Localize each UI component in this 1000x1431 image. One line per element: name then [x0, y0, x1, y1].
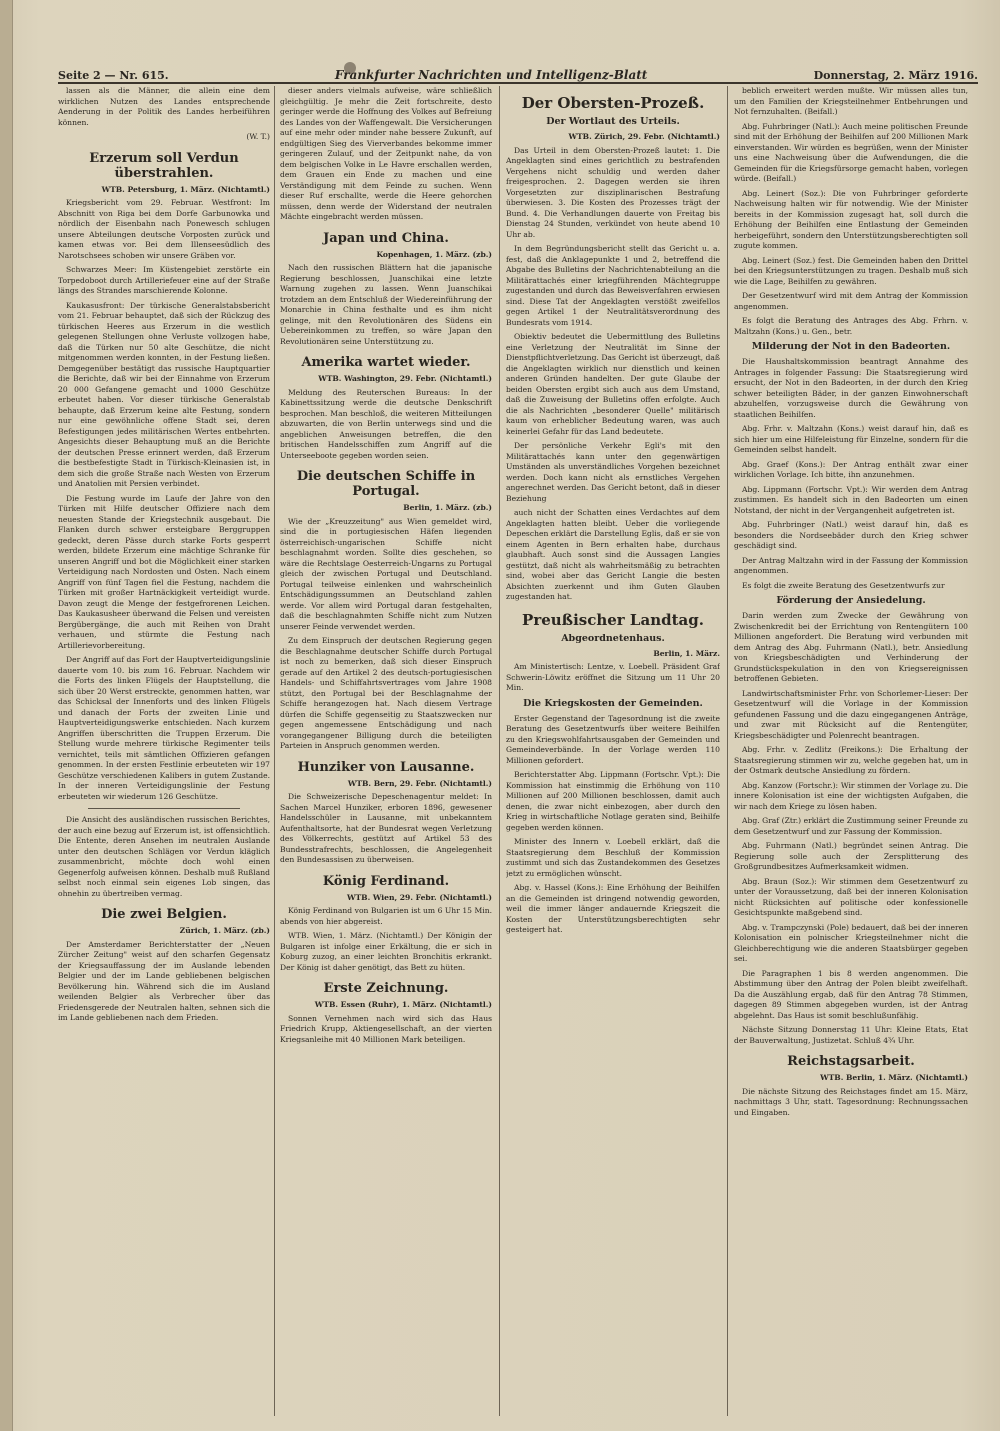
article-text: Am Ministertisch: Lentze, v. Loebell. Präsident Graf Schwerin-Löwitz eröffnet die Sitzung um 11 Uhr 20 Min. [506, 662, 720, 692]
article-text: Die Paragraphen 1 bis 8 werden angenommen. Die Abstimmung über den Antrag der Polen bleibt zweifelhaft. Da die Auszählung ergab, daß für den Antrag 78 Stimmen, dagegen 89 Stimmen abgegeben wurden, ist der Antrag abgelehnt. Das Haus ist somit beschlußunfähig. [734, 968, 968, 1020]
headline-koenig-ferdinand: König Ferdinand. [322, 873, 450, 889]
subheadline: Der Wortlaut des Urteils. [546, 116, 680, 127]
article-text: beblich erweitert werden mußte. Wir müssen alles tun, um den Familien der Kriegsteilnehmer Entbehrungen und Not fernzuhalten. (Beifall.) [734, 86, 968, 116]
subheadline-ansiedelung: Förderung der Ansiedelung. [776, 595, 926, 606]
dateline: WTB. Wien, 29. Febr. (Nichtamtl.) [346, 892, 492, 902]
headline-landtag: Preußischer Landtag. [522, 610, 704, 629]
header-date: Donnerstag, 2. März 1916. [813, 69, 978, 82]
dateline: WTB. Essen (Ruhr), 1. März. (Nichtamtl.) [314, 1000, 492, 1009]
article-text: Die nächste Sitzung des Reichstages findet am 15. März, nachmittags 3 Uhr, statt. Tagesordnung: Rechnungssachen und Eingaben. [734, 1086, 968, 1117]
column-rule-2 [499, 86, 500, 1416]
dateline: WTB. Bern, 29. Febr. (Nichtamtl.) [347, 778, 492, 788]
article-text: Abg. Kanzow (Fortschr.): Wir stimmen der Vorlage zu. Die innere Kolonisation ist eine der wichtigsten Aufgaben, die wir nach dem Kriege zu lösen haben. [734, 780, 968, 811]
adjacent-page-edge [0, 0, 13, 1431]
dateline: WTB. Washington, 29. Febr. (Nichtamtl.) [318, 374, 492, 383]
article-text: Abg. Frhr. v. Maltzahn (Kons.) weist darauf hin, daß es sich hier um eine Hilfeleistung für Einzelne, sondern für die Gemeinden selbst handelt. [734, 424, 968, 454]
article-text: Erster Gegenstand der Tagesordnung ist die zweite Beratung des Gesetzentwurfs über weitere Beihilfen zu den Kriegswohlfahrtsausgaben der Gemeinden und Gemeindeverbände. In der Vorlage werden 110 Millionen gefordert. [506, 713, 720, 765]
article-text: Abg. Fuhrbringer (Natl.) weist darauf hin, daß es besonders die Nordseebäder durch den Krieg schwer geschädigt sind. [734, 520, 968, 550]
article-text: Der Amsterdamer Berichterstatter der „Neuen Zürcher Zeitung" weist auf den scharfen Gegensatz der Kriegsauffassung der im Auslande lebenden Belgier und der im Lande gebliebenen belgischen Bevölkerung hin. Während sich die im Ausland weilenden Belgier als Verbrecher über das Friedensgerede der Neutralen halten, sehnen sich die im Lande gebliebenen nach dem Frieden. [58, 939, 270, 1022]
dateline: WTB. Berlin, 1. März. (Nichtamtl.) [820, 1073, 968, 1082]
headline-zwei-belgien: Die zwei Belgien. [101, 907, 227, 922]
headline-erste-zeichnung: Erste Zeichnung. [323, 981, 449, 996]
column-2 [280, 86, 492, 1416]
divider [88, 808, 240, 809]
article-text: WTB. Wien, 1. März. (Nichtamtl.) Der Königin der Bulgaren ist infolge einer Erkältung, die er sich in Koburg zuzog, an einer leichten Bronchitis erkrankt. Der König ist daher genötigt, das Bett zu hüten. [280, 931, 492, 972]
article-text: lassen als die Männer, die allein eine dem wirklichen Nutzen des Landes entsprechende Aenderung in der Politik des Landes herbeiführen können. [58, 86, 270, 127]
article-text: Es folgt die zweite Beratung des Gesetzentwurfs zur [742, 580, 945, 590]
page-header [58, 60, 978, 84]
dateline: Berlin, 1. März. [653, 648, 720, 658]
subheadline: Die Kriegskosten der Gemeinden. [523, 697, 703, 709]
dateline: Kopenhagen, 1. März. (zb.) [376, 249, 492, 259]
headline-obersten-prozess: Der Obersten-Prozeß. [521, 94, 705, 112]
article-text: Abg. v. Hassel (Kons.): Eine Erhöhung der Beihilfen an die Gemeinden ist dringend notwendig geworden, weil die immer länger andauernde Kriegszeit die Kosten der Unterstützungsberechtigten sehr gesteigert hat. [506, 883, 720, 934]
article-text: auch nicht der Schatten eines Verdachtes auf dem Angeklagten hatten bleibt. Ueber die vorliegende Depeschen erklärt die Darstellung Eglis, daß er sie von einem Agenten in Bern erhalten habe, durchaus glaubhaft. Auch sonst sind die Aussagen Langies gestützt, daß nicht als wahrheitsmäßig zu betrachten sind, wobei aber das Gericht Langie die besten Absichten zuerkennt und ihm Guten Glauben zugestanden hat. [506, 508, 720, 601]
column-rule-1 [274, 86, 275, 1416]
article-text: dieser anders vielmals aufweise, wäre schließlich gleichgültig. Je mehr die Zeit fortschreite, desto geringer werde die Hoffnung des Volkes auf Befreiung des Landes von der Waffengewalt. Die Versicherungen auf eine mehr oder minder nahe bessere Zukunft, auf endgültigen Sieg des Vierverbandes bekomme immer geringeren Zulauf, und der Zeitpunkt nahe, da von dem belgischen Volke in Le Havre erschallen werden, dem Grauen ein Ende zu machen und eine Verständigung mit dem Feinde zu suchen. Wenn dieser Ruf erschallte, werde die Heere gehorchen müssen, denn werde der Widerstand der neutralen Mächte eingebracht werden müssen. [280, 86, 492, 221]
dateline: Zürich, 1. März. (zb.) [179, 926, 270, 935]
article-text: Der Antrag Maltzahn wird in der Fassung der Kommission angenommen. [734, 555, 968, 575]
article-text: Abg. Leinert (Soz.) fest. Die Gemeinden haben den Drittel bei den Kriegsunterstützungen zu tragen. Deshalb muß sich wie die Lage, Beihilfen zu gewähren. [734, 255, 968, 286]
article-text: Abg. Fuhrmann (Natl.) begründet seinen Antrag. Die Regierung solle auch der Zersplitterung des Großgrundbesitzes Aufmerksamkeit widmen. [734, 841, 968, 871]
article-text: Obiektiv bedeutet die Uebermittlung des Bulletins eine Verletzung der Neutralität im Sinne der Dienstpflichtverletzung. Das Gericht ist überzeugt, daß die Angeklagten wirklich nur dienstlich und keinen anderen Gründen handelten. Der gute Glaube der beiden Obersten ergibt sich auch aus dem Umstand, daß die Zuweisung der Bulletins offen erfolgte. Auch die als Nachrichten „besonderer Quelle" militärisch kaum von erheblicher Bedeutung waren, was auch keinerlei Gefahr für das Land bedeutete. [506, 332, 720, 436]
article-text: Landwirtschaftsminister Frhr. von Schorlemer-Lieser: Der Gesetzentwurf will die Vorlage in der Kommission gefundenen Fassung und die dazu eingegangenen Anträge, und zwar mit Rücksicht auf die Rentengüter, Kriegsbeschädigter und Polenrecht beantragen. [734, 688, 968, 740]
article-text: Kaukasusfront: Der türkische Generalstabsbericht vom 21. Februar behauptet, daß sich der Rückzug des türkischen Heeres aus Erzerum in die westlich gelegenen Stellungen ohne Verluste vollzogen habe, daß die Türken nur 50 alte Geschütze, die nicht mitgenommen werden konnten, in der Festung ließen. Demgegenüber bestätigt das russische Hauptquartier die Berichte, daß wir bei der Einnahme von Erzerum 20 000 Gefangene gemacht und 1000 Geschütze erbeutet haben. Vor dieser türkische Generalstab behaupte, daß Erzerum keine alte Festung, sondern nur eine gewöhnliche offene Stadt sei, deren Befestigungen jedes militärischen Wertes entbehrten. Angesichts dieser Behauptung muß an die Berichte der deutschen Presse erinnert werden, daß Erzerum die bestbefestigte Stadt in Türkisch-Kleinasien ist, in dem sich die große Straße nach Westen von Erzerum und Anatolien mit Persien verbindet. [58, 300, 270, 488]
dateline: WTB. Petersburg, 1. März. (Nichtamtl.) [101, 184, 270, 194]
header-masthead: Frankfurter Nachrichten und Intelligenz-Blatt [334, 68, 648, 82]
headline-reichstagsarbeit: Reichstagsarbeit. [787, 1054, 915, 1069]
dateline: WTB. Zürich, 29. Febr. (Nichtamtl.) [568, 132, 720, 141]
article-text: Sonnen Vernehmen nach wird sich das Haus Friedrich Krupp, Aktiengesellschaft, an der vierten Kriegsanleihe mit 40 Millionen Mark beteiligen. [280, 1013, 492, 1044]
article-text: Der Gesetzentwurf wird mit dem Antrag der Kommission angenommen. [734, 291, 968, 311]
article-text: Abg. Braun (Soz.): Wir stimmen dem Gesetzentwurf zu unter der Voraussetzung, daß bei der inneren Kolonisation nicht Rücksichten auf politische oder konfessionelle Gesichtspunkte maßgebend sind. [734, 876, 968, 917]
article-text: Der persönliche Verkehr Egli's mit den Militärattachés kann unter den gegenwärtigen Umständen als unverständliches Vorgehen bezeichnet werden. Doch kann nicht als ernstliches Vergehen angerechnet werden. Das Gericht betont, daß in dieser Beziehung [506, 441, 720, 503]
column-1 [58, 86, 270, 1416]
article-text: Nächste Sitzung Donnerstag 11 Uhr: Kleine Etats, Etat der Bauverwaltung, Justizetat. Schluß 4¾ Uhr. [734, 1025, 968, 1045]
column-4 [734, 86, 968, 1416]
header-page-number: Seite 2 — Nr. 615. [58, 69, 169, 82]
article-text: Der Angriff auf das Fort der Hauptverteidigungslinie dauerte vom 10. bis zum 16. Februar. Nachdem wir die Forts des linken Flügels der Hauptstellung, die sich über 20 Werst erstreckte, genommen hatten, war das Schicksal der Innenforts und des linken Flügels und danach der Forts der zweiten Linie und Hauptverteidigungswerke entschieden. Nach kurzem Angriffen überschritten die Truppen Erzerum. Die Stellung wurde mehrere türkische Regimenter teils vernichtet, teils mit sämtlichen Offizieren gefangen genommen. In der ersten Festlinie erbeuteten wir 197 Geschütze verschiedenen Kalibers in gutem Zustande. In der inneren Verteidigungslinie der Festung erbeuteten wir wiederum 126 Geschütze. [58, 655, 270, 801]
article-text: Wie der „Kreuzzeitung" aus Wien gemeldet wird, sind die in portugiesischen Häfen liegenden österreichisch-ungarischen Schiffe nicht beschlagnahmt worden. Sollte dies geschehen, so wäre die Rechtslage Oesterreich-Ungarns zu Portugal gleich der zwischen Portugal und Deutschland. Portugal teilweise einlenken und wahrscheinlich Entschädigungssummen an Deutschland zahlen werde. Vor allem wird Portugal daran festgehalten, daß die beschlagnahmten Schiffe nicht zum Nutzen unserer Feinde verwendet werden. [280, 516, 492, 631]
article-text: Zu dem Einspruch der deutschen Regierung gegen die Beschlagnahme deutscher Schiffe durch Portugal ist noch zu bemerken, daß sich dieser Einspruch gerade auf den Artikel 2 des deutsch-portugiesischen Handels- und Schiffahrtsvertrages vom Jahre 1908 stützt, den Portugal bei der Beschlagnahme der Schiffe herangezogen hat. Nach diesem Vertrage dürfen die Schiffe gegenseitig zu Staatszwecken nur gegen angemessene Entschädigung und nach vorangegangener Billigung durch die beteiligten Parteien in Anspruch genommen werden. [280, 636, 492, 750]
article-text: Abg. v. Trampczynski (Pole) bedauert, daß bei der inneren Kolonisation ein polnischer Kriegsteilnehmer nicht die Gleichberechtigung wie die anderen Staatsbürger gegeben sei. [734, 922, 968, 963]
article-text: Abg. Graef (Kons.): Der Antrag enthält zwar einer wirklichen Vorlage. Ich bitte, ihn anzunehmen. [734, 459, 968, 479]
dateline: Berlin, 1. März. (zb.) [403, 503, 492, 512]
headline-portugal: Die deutschen Schiffe in Portugal. [296, 469, 476, 499]
article-text: Abg. Lippmann (Fortschr. Vpt.): Wir werden dem Antrag zustimmen. Es handelt sich in den Badeorten um einen Notstand, der nicht in der Vergangenheit aufgetreten ist. [734, 484, 968, 515]
article-text: Nach den russischen Blättern hat die japanische Regierung beschlossen, Juanschikai eine letzte Warnung zugehen zu lassen. Wenn Juanschikai trotzdem an dem Entschluß der Wiedereinführung der Monarchie in China festhalte und es ihm nicht gelinge, mit den Revolutionären des Südens ein Uebereinkommen zu treffen, so wäre Japan den Revolutionären seine Unterstützung zu. [280, 263, 492, 346]
article-text: Abg. Fuhrbringer (Natl.): Auch meine politischen Freunde sind mit der Erhöhung der Beihilfen auf 200 Millionen Mark einverstanden. Wir würden es begrüßen, wenn der Minister uns eine Nachweisung über die Aufwendungen, die die Gemeinden für die Kriegsfürsorge gemacht haben, vorlegen würde. (Beifall.) [734, 121, 968, 183]
subheadline: Abgeordnetenhaus. [561, 632, 665, 644]
column-rule-3 [727, 86, 728, 1416]
article-text: Abg. Leinert (Soz.): Die von Fuhrbringer geforderte Nachweisung halten wir für notwendig. Wie der Minister bereits in der Kommission zugesagt hat, soll durch die Erhöhung der Beihilfen eine Entlastung der Gemeinden herbeigeführt, sondern den Unterstützungsberechtigten soll zugute kommen. [734, 188, 968, 250]
article-text: Das Urteil in dem Obersten-Prozeß lautet: 1. Die Angeklagten sind eines gerichtlich zu bestrafenden Vergehens nicht schuldig und werden daher freigesprochen. 2. Dagegen werden sie ihren Vorgesetzten zur disziplinarischen Bestrafung überwiesen. 3. Die Kosten des Prozesses trägt der Bund. 4. Die Verhandlungen dauerte von Freitag bis Dienstag 24 Stunden, verkündet von heute abend 10 Uhr ab. [506, 145, 720, 239]
column-3 [506, 86, 720, 1416]
article-signature: (W. T.) [246, 132, 270, 141]
article-text: Es folgt die Beratung des Antrages des Abg. Frhrn. v. Maltzahn (Kons.) u. Gen., betr. [734, 316, 968, 336]
article-text: Die Haushaltskommission beantragt Annahme des Antrages in folgender Fassung: Die Staatsregierung wird ersucht, der Not in den Badeorten, in der durch den Krieg schwer beteiligten Bäder, in der ganzen Einwohnerschaft abzuhelfen, vorzugsweise durch die Gewährung von staatlichen Beihilfen. [734, 357, 968, 419]
headline-japan-china: Japan und China. [323, 230, 449, 246]
article-text: Die Ansicht des ausländischen russischen Berichtes, der auch eine bezug auf Erzerum ist, ist offensichtlich. Die Entente, deren Ansehen im neutralen Auslande unter den deutschen Schlägen vor Verdun kläglich zusammenbricht, möchte doch wohl einen Gegenerfolg aufweisen können. Deshalb muß Rußland selbst noch einmal sein eigenes Lob singen, das ohnehin zu übertreiben vermag. [58, 815, 270, 898]
headline-amerika: Amerika wartet wieder. [301, 355, 471, 370]
article-text: König Ferdinand von Bulgarien ist um 6 Uhr 15 Min. abends von hier abgereist. [280, 906, 492, 926]
article-text: Minister des Innern v. Loebell erklärt, daß die Staatsregierung dem Beschluß der Kommission zustimmt und sich das Zustandekommen des Gesetzes jetzt zu ermöglichen wünscht. [506, 837, 720, 878]
article-text: Die Schweizerische Depeschenagentur meldet: In Sachen Marcel Hunziker, erboren 1896, gewesener Handelsschüler in Lausanne, mit unbekanntem Aufenthaltsorte, hat der Bundesrat wegen Verletzung des Völkerrechts, gestützt auf Artikel 53 des Bundesstrafrechts, beschlossen, die Angelegenheit den Bundesassisen zu überweisen. [280, 792, 492, 864]
article-text: Kriegsbericht vom 29. Februar. Westfront: Im Abschnitt von Riga bei dem Dorfe Garbunowka und nördlich der Eisenbahn nach Ponewesch schlugen unsere Abteilungen deutsche Vorposten zurück und kamen etwas vor. Bei dem Illenseesüdlich des Narotschsees schoben wir unsere Gräben vor. [58, 198, 270, 260]
article-text: Darin werden zum Zwecke der Gewährung von Zwischenkredit bei der Errichtung von Rentengütern 100 Millionen angefordert. Die Beratung wird verbunden mit dem Antrag des Abg. Fuhrmann (Natl.), betr. Ansiedlung von Kriegsbeschädigten und Verhinderung der Grundstückspekulation in den von Kriegsereignissen betroffenen Gebieten. [734, 611, 968, 683]
headline-hunziker: Hunziker von Lausanne. [297, 759, 475, 775]
subheadline-badeorte: Milderung der Not in den Badeorten. [751, 341, 951, 352]
article-text: In dem Begründungsbericht stellt das Gericht u. a. fest, daß die Anklagepunkte 1 und 2, betreffend die Abgabe des Bulletins der Nachrichtenabteilung an die Militärattachés einer kriegführenden Mächtegruppe zugestanden und durch das Beweisverfahren erwiesen sind. Diese Tat der Angeklagten verstößt zweifellos gegen Artikel 1 der Neutralitätsverordnung des Bundesrats vom 1914. [506, 244, 720, 327]
article-text: Abg. Graf (Ztr.) erklärt die Zustimmung seiner Freunde zu dem Gesetzentwurf und zur Fassung der Kommission. [734, 816, 968, 836]
article-text: Schwarzes Meer: Im Küstengebiet zerstörte ein Torpedoboot durch Artilleriefeuer eine auf der Straße längs des Strandes marschierende Kolonne. [58, 265, 270, 295]
article-text: Meldung des Reuterschen Bureaus: In der Kabinettssitzung werde die deutsche Denkschrift besprochen. Man beschloß, die weiteren Mitteilungen abzuwarten, die von Berlin unterwegs sind und die angeblichen Anweisungen betreffen, die den britischen Handelsschiffen zum Angriff auf die Unterseeboote gegeben worden seien. [280, 387, 492, 460]
article-text: Abg. Frhr. v. Zedlitz (Freikons.): Die Erhaltung der Staatsregierung stimmen wir zu, welche gegeben hat, um in der Ostmark deutsche Ansiedlung zu fördern. [734, 745, 968, 775]
headline-erzerum: Erzerum soll Verdun überstrahlen. [89, 150, 239, 181]
article-text: Berichterstatter Abg. Lippmann (Fortschr. Vpt.): Die Kommission hat einstimmig die Erhöhung von 110 Millionen auf 200 Millionen beschlossen, damit auch denen, die zwar nicht einbezogen, aber durch den Krieg in wirtschaftliche Notlage geraten sind, Beihilfe gegeben werden können. [506, 770, 720, 832]
article-text: Die Festung wurde im Laufe der Jahre von den Türken mit Hilfe deutscher Offiziere nach dem neuesten Stande der Kriegstechnik ausgebaut. Die Flanken durch schwer ersteigbare Berggruppen gedeckt, deren Pässe durch starke Forts gesperrt werden, bildete Erzerum eine mächtige Schranke für unseren Angriff und bot die Möglichkeit einer starken Verteidigung nach Nordosten und Osten. Nach einem Angriff von fünf Tagen fiel die Festung, nachdem die Türken mit großer Hartnäckigkeit verteidigt wurde. Davon zeugt die Menge der festgefrorenen Leichen. Das Kaukasusheer überwand die Felsen und vereisten Bergübergänge, die auch mit Reihen von Draht verhauen, und stürmte die Festung nach Artillerievorbereitung. [58, 493, 270, 650]
